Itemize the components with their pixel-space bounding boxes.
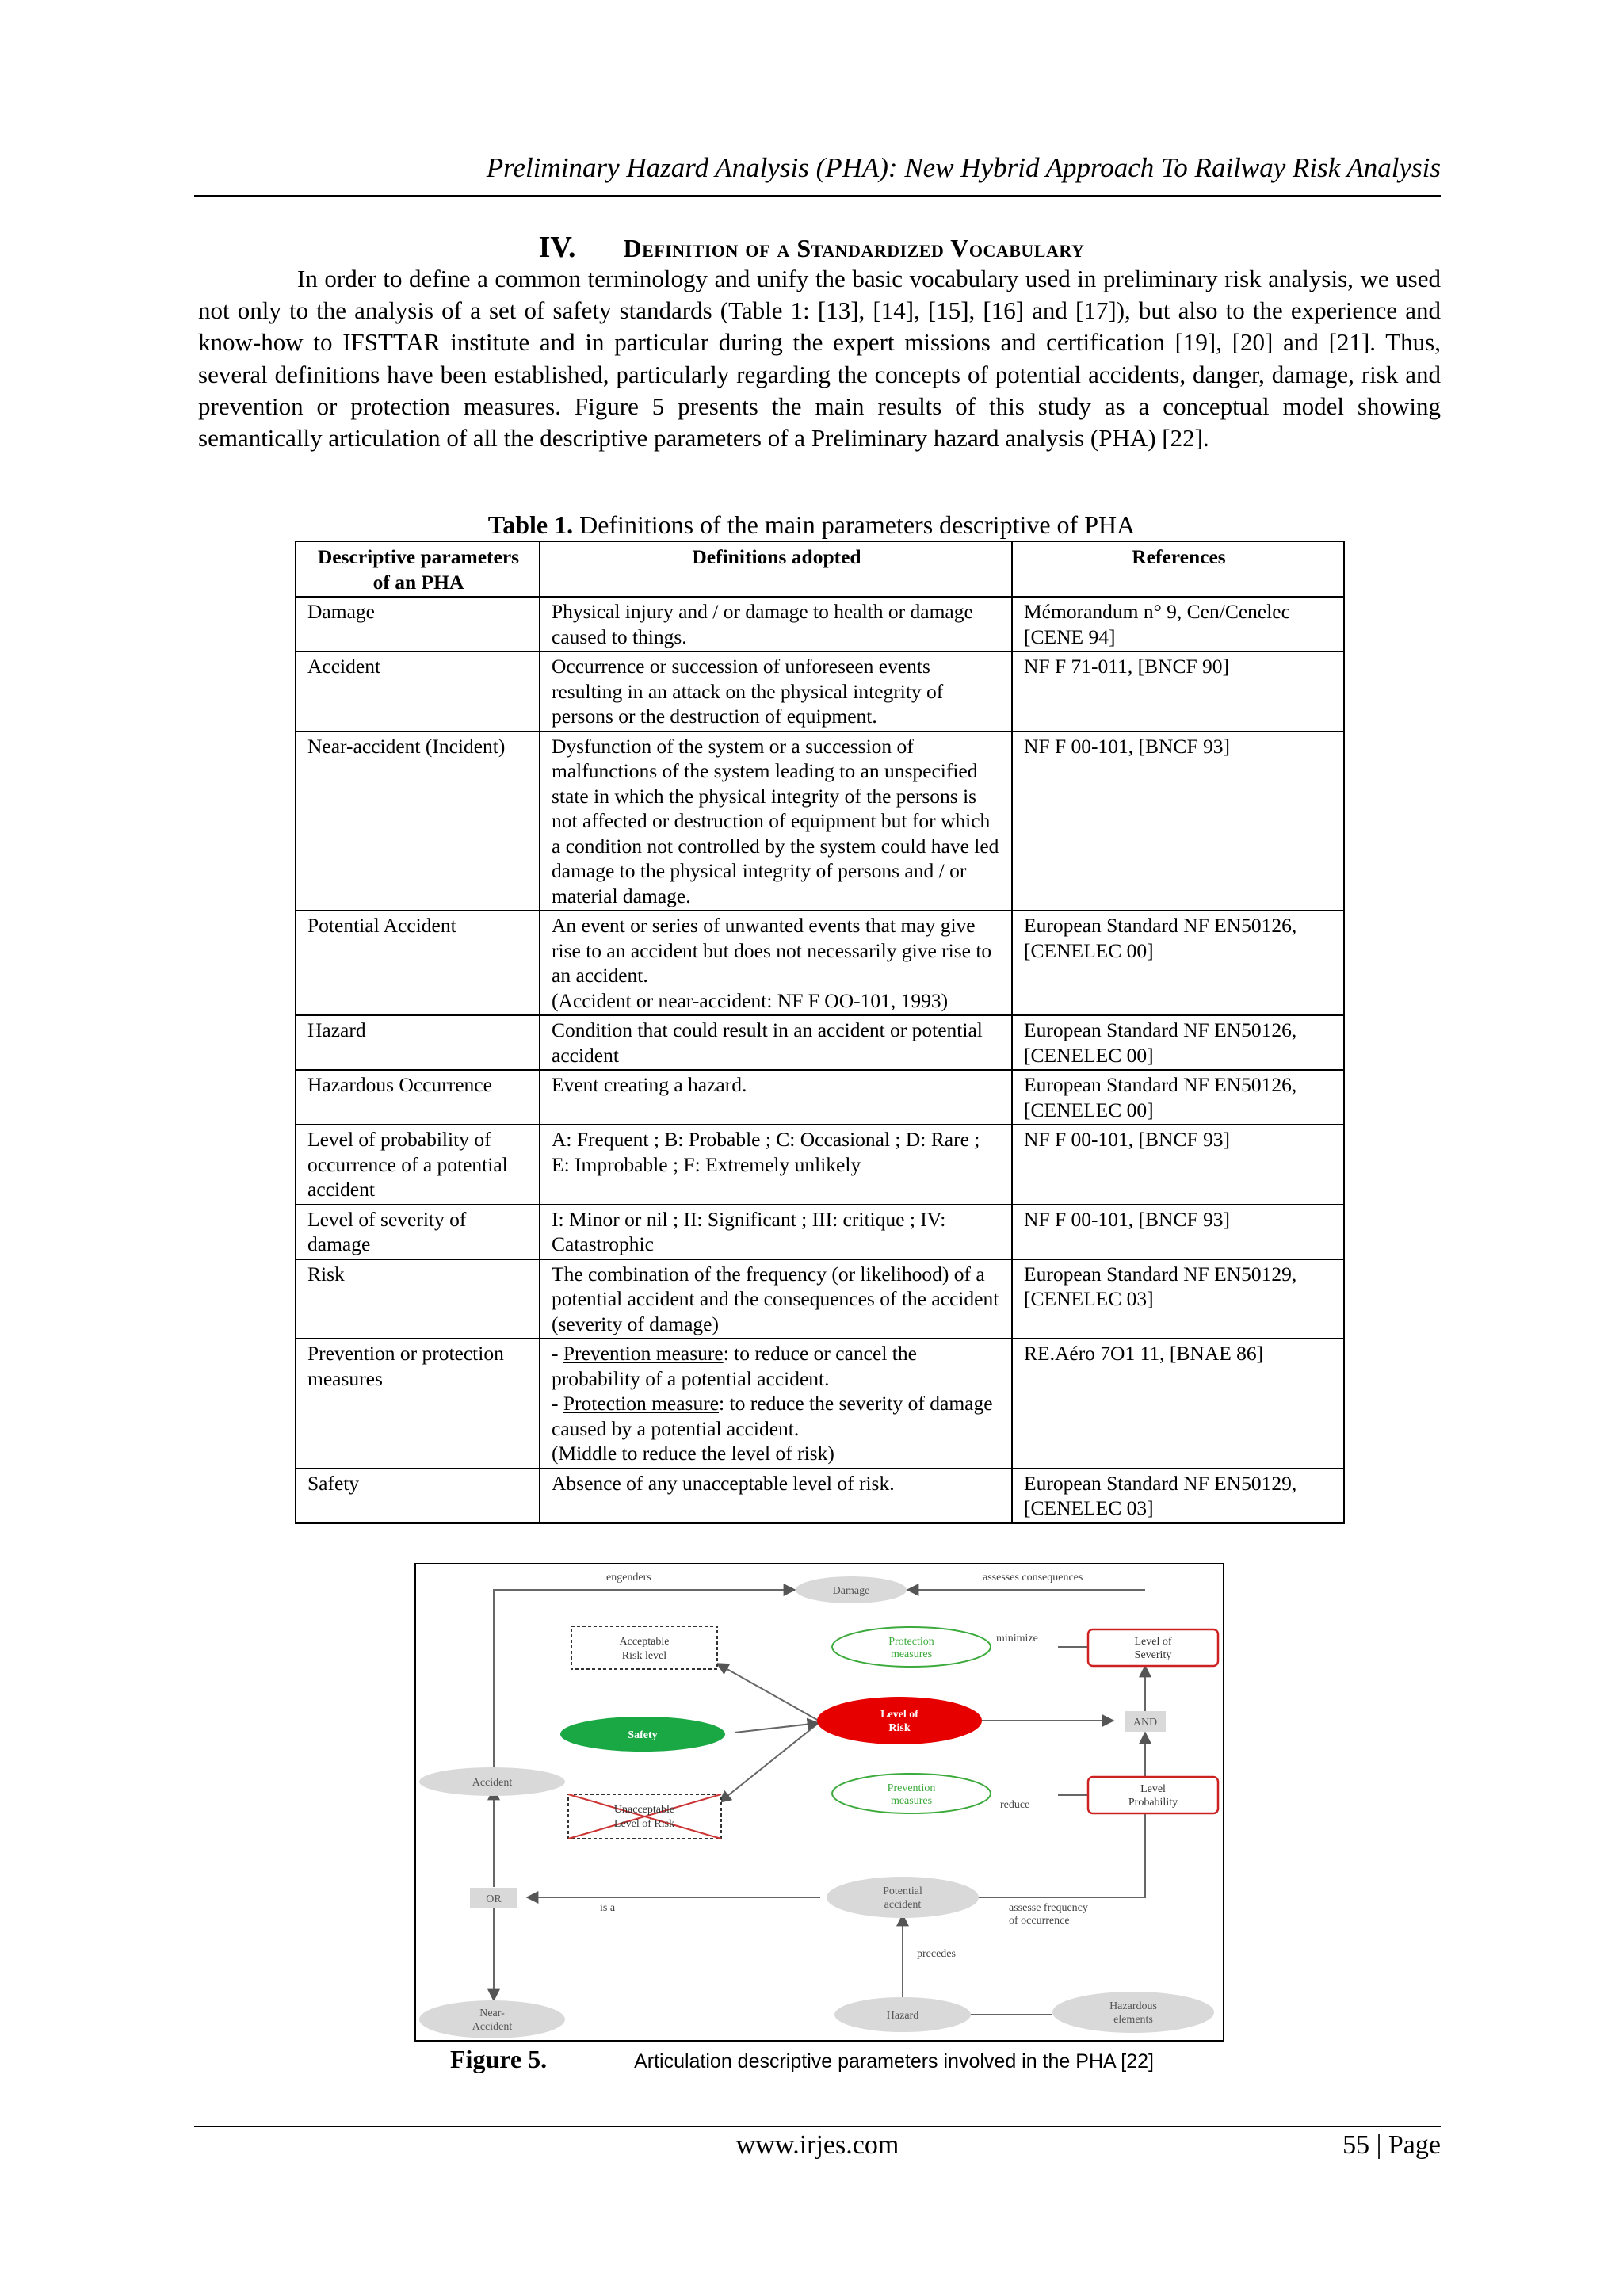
table-row: [296, 1125, 1344, 1205]
edge-label-minimize: minimize: [996, 1633, 1038, 1645]
reference-cell: NF F 00-101, [BNCF 93]: [1012, 1205, 1344, 1259]
definition-cell: The combination of the frequency (or likelihood) of a potential accident and the consequences of the accident (severity of damage): [540, 1259, 1012, 1339]
table-caption-text: Definitions of the main parameters descriptive of PHA: [579, 510, 1136, 539]
reference-cell: European Standard NF EN50126, [CENELEC 00]: [1012, 1015, 1344, 1070]
definition-cell: Physical injury and / or damage to health or damage caused to things.: [540, 597, 1012, 651]
table-header-cell: Descriptive parameters of an PHA: [296, 541, 540, 597]
near-accident-label-2: Accident: [472, 2021, 513, 2033]
figure-caption-label: Figure 5.: [450, 2045, 548, 2073]
table-row: [296, 732, 1344, 911]
table-row: [296, 1469, 1344, 1523]
footer-site: www.irjes.com: [735, 2130, 899, 2160]
reference-cell: European Standard NF EN50126, [CENELEC 00]: [1012, 1070, 1344, 1125]
reference-cell: NF F 00-101, [BNCF 93]: [1012, 732, 1344, 911]
table-header-cell: References: [1012, 541, 1344, 597]
reference-cell: Mémorandum n° 9, Cen/Cenelec [CENE 94]: [1012, 597, 1344, 651]
reference-cell: NF F 00-101, [BNCF 93]: [1012, 1125, 1344, 1205]
section-title: Definition of a Standardized Vocabulary: [623, 234, 1085, 262]
prevention-measures-label: Prevention: [887, 1782, 936, 1794]
param-cell: Damage: [296, 597, 540, 651]
edge-label-assess-frequency-2: of occurrence: [1009, 1915, 1070, 1927]
param-cell: Hazardous Occurrence: [296, 1070, 540, 1125]
pha-concept-diagram: [414, 1563, 1224, 2042]
protection-measures-label: Protection: [888, 1636, 934, 1648]
definition-cell: [540, 911, 1012, 1015]
reference-cell: European Standard NF EN50129, [CENELEC 03]: [1012, 1469, 1344, 1523]
definition-note: (Accident or near-accident: NF F OO-101, 1993): [552, 988, 949, 1012]
measures-note: (Middle to reduce the level of risk): [552, 1442, 834, 1465]
definition-text: An event or series of unwanted events that may give rise to an accident but does not necessarily give rise to an accident.: [552, 914, 992, 987]
safety-label: Safety: [628, 1729, 658, 1741]
probability-label-2: Probability: [1128, 1797, 1178, 1809]
figure-caption-text: Articulation descriptive parameters involved in the PHA [22]: [634, 2050, 1154, 2073]
diagram-svg: [416, 1564, 1223, 2040]
page-footer: [194, 2126, 1441, 2167]
figure-caption: [450, 2045, 1154, 2074]
param-cell: Accident: [296, 651, 540, 732]
edge-safety-risk: [735, 1723, 819, 1733]
potential-accident-node: [827, 1877, 979, 1918]
protection-measures-label-2: measures: [890, 1648, 933, 1660]
footer-page-number: 55 | Page: [1342, 2130, 1441, 2160]
definition-cell: Occurrence or succession of unforeseen events resulting in an attack on the physical integrity of persons or the destruction of equipment.: [540, 651, 1012, 732]
section-number: IV.: [538, 231, 576, 264]
table-header-row: [296, 541, 1344, 597]
edge-risk-acceptable: [717, 1664, 819, 1721]
edge-label-assess-frequency: assesse frequency: [1009, 1902, 1088, 1914]
running-header: [194, 152, 1441, 197]
and-label: AND: [1132, 1717, 1158, 1729]
edge-assess-frequency: [947, 1814, 1145, 1897]
acceptable-risk-label-2: Risk level: [621, 1650, 667, 1662]
running-title: Preliminary Hazard Analysis (PHA): New Hybrid Approach To Railway Risk Analysis: [486, 152, 1441, 183]
reference-cell: European Standard NF EN50129, [CENELEC 03]: [1012, 1259, 1344, 1339]
definition-cell: Dysfunction of the system or a succession of malfunctions of the system leading to an unspecified state in which the physical integrity of the persons is not affected or destruction of equipment but for which a condition not controlled by the system could have led damage to the physical integrity of persons and / or material damage.: [540, 732, 1012, 911]
hazardous-elements-label: Hazardous: [1109, 2000, 1157, 2012]
near-accident-label: Near-: [479, 2008, 505, 2019]
edge-label-engenders: engenders: [606, 1572, 651, 1584]
edge-label-is-a: is a: [600, 1902, 616, 1914]
table-caption: [0, 510, 1623, 540]
definition-cell: Event creating a hazard.: [540, 1070, 1012, 1125]
definition-cell: Condition that could result in an accident or potential accident: [540, 1015, 1012, 1070]
risk-level-node: [817, 1697, 982, 1744]
reference-cell: RE.Aéro 7O1 11, [BNAE 86]: [1012, 1339, 1344, 1469]
table-row: [296, 1259, 1344, 1339]
hazardous-elements-node: [1052, 1992, 1214, 2033]
param-cell: Level of probability of occurrence of a potential accident: [296, 1125, 540, 1205]
section-heading: [0, 230, 1623, 265]
prevention-text: : to reduce or cancel the probability of a potential accident.: [552, 1342, 917, 1390]
prevention-term: Prevention measure: [563, 1342, 724, 1365]
protection-term: Protection measure: [563, 1392, 720, 1415]
param-cell: Risk: [296, 1259, 540, 1339]
edge-label-reduce: reduce: [1000, 1799, 1030, 1811]
reference-cell: NF F 71-011, [BNCF 90]: [1012, 651, 1344, 732]
param-cell: Potential Accident: [296, 911, 540, 1015]
table-row: [296, 911, 1344, 1015]
param-cell: Near-accident (Incident): [296, 732, 540, 911]
definition-cell: A: Frequent ; B: Probable ; C: Occasional ; D: Rare ; E: Improbable ; F: Extremely unlikely: [540, 1125, 1012, 1205]
definition-cell: I: Minor or nil ; II: Significant ; III: critique ; IV: Catastrophic: [540, 1205, 1012, 1259]
acceptable-risk-label: Acceptable: [619, 1636, 670, 1648]
edge-label-precedes: precedes: [917, 1948, 956, 1960]
param-cell: Level of severity of damage: [296, 1205, 540, 1259]
hazard-label: Hazard: [886, 2010, 919, 2022]
edge-label-assesses: assesses consequences: [983, 1572, 1083, 1584]
edge-risk-unacceptable: [720, 1723, 819, 1802]
or-label: OR: [486, 1893, 502, 1905]
prevention-measures-label-2: measures: [890, 1795, 933, 1807]
protection-text: : to reduce the severity of damage caused by a potential accident.: [552, 1392, 993, 1440]
severity-label: Level of: [1134, 1636, 1172, 1648]
probability-label: Level: [1140, 1783, 1166, 1795]
table-row: [296, 1205, 1344, 1259]
potential-accident-label: Potential: [883, 1885, 922, 1897]
unacceptable-risk-label-2: Level of Risk: [613, 1818, 675, 1830]
body-paragraph: In order to define a common terminology and unify the basic vocabulary used in preliminary risk analysis, we used not only to the analysis of a set of safety standards (Table 1: [13], [14], [15], [16] and [17]), but also to the experience and know-how to IFSTTAR institute and in particular during the expert missions and certification [19], [20] and [21]. Thus, several definitions have been established, particularly regarding the concepts of potential accidents, danger, damage, risk and prevention or protection measures. Figure 5 presents the main results of this study as a conceptual model showing semantically articulation of all the descriptive parameters of a Preliminary hazard analysis (PHA) [22].: [198, 265, 1441, 453]
table-row: [296, 1339, 1344, 1469]
risk-level-label-2: Risk: [888, 1722, 911, 1734]
definition-cell: Absence of any unacceptable level of risk.: [540, 1469, 1012, 1523]
table-row: [296, 1015, 1344, 1070]
param-cell: Safety: [296, 1469, 540, 1523]
table-header-cell: Definitions adopted: [540, 541, 1012, 597]
unacceptable-risk-label: Unacceptable: [613, 1804, 675, 1816]
param-cell: Prevention or protection measures: [296, 1339, 540, 1469]
param-cell: Hazard: [296, 1015, 540, 1070]
definition-cell: - Prevention measure: to reduce or cancel the probability of a potential accident. - Protection measure: to reduce the severity of damage caused by a potential accident. (Middle to reduce the level of risk): [540, 1339, 1012, 1469]
hazardous-elements-label-2: elements: [1113, 2014, 1153, 2026]
potential-accident-label-2: accident: [884, 1899, 922, 1911]
table-row: [296, 1070, 1344, 1125]
definitions-table: [295, 541, 1345, 1524]
table-caption-label: Table 1.: [487, 510, 574, 539]
reference-cell: European Standard NF EN50126, [CENELEC 00]: [1012, 911, 1344, 1015]
acceptable-risk-node: [571, 1626, 717, 1669]
table-row: [296, 651, 1344, 732]
damage-label: Damage: [832, 1585, 870, 1597]
risk-level-label: Level of: [880, 1709, 918, 1721]
table-row: [296, 597, 1344, 651]
severity-label-2: Severity: [1134, 1649, 1172, 1661]
accident-label: Accident: [472, 1777, 513, 1789]
